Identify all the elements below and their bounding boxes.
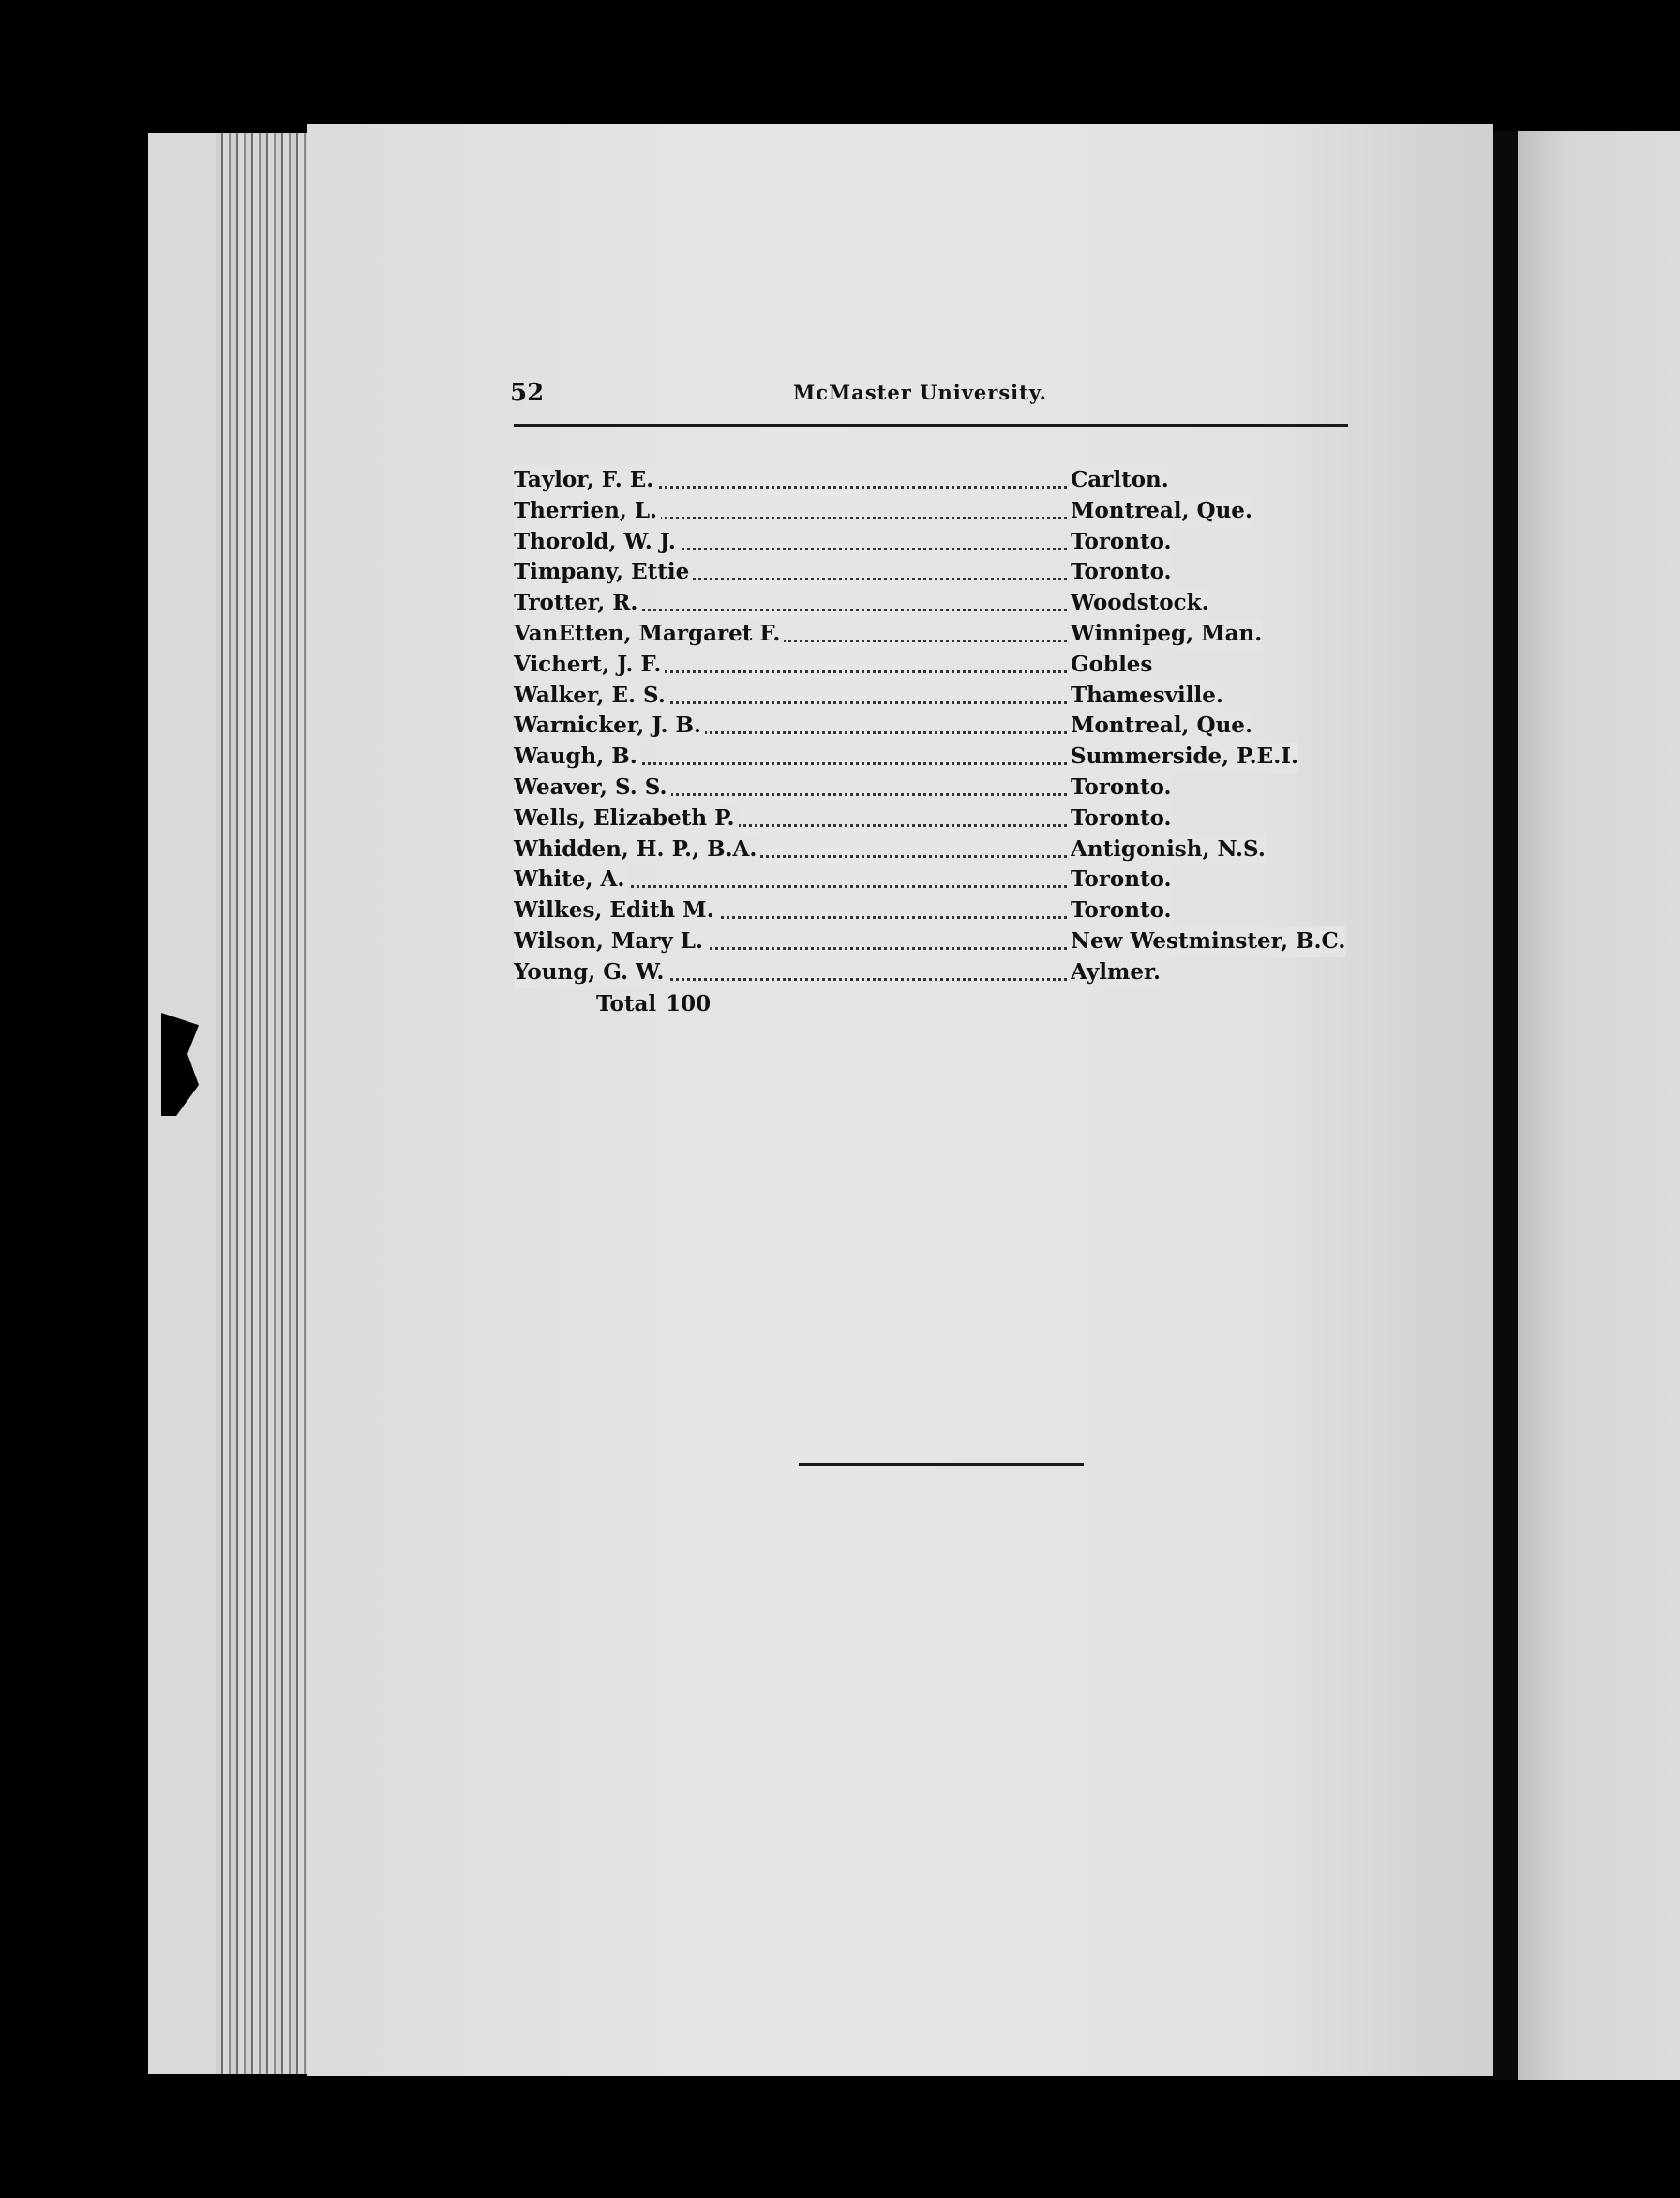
student-name: VanEtten, Margaret F. bbox=[514, 619, 784, 650]
student-name: Young, G. W. bbox=[514, 957, 668, 988]
student-name: Taylor, F. E. bbox=[514, 465, 657, 496]
page-header bbox=[506, 379, 1350, 416]
roster-row bbox=[514, 527, 1358, 558]
student-place: Woodstock. bbox=[1067, 588, 1209, 619]
student-place: Toronto. bbox=[1067, 527, 1172, 558]
roster-row bbox=[514, 496, 1358, 527]
student-place: Toronto. bbox=[1067, 557, 1172, 588]
roster-row bbox=[514, 465, 1358, 496]
roster-row bbox=[514, 557, 1358, 588]
student-name: Whidden, H. P., B.A. bbox=[514, 835, 760, 866]
student-name: Therrien, L. bbox=[514, 496, 661, 527]
student-name: Vichert, J. F. bbox=[514, 650, 665, 681]
total-line bbox=[514, 988, 1358, 1020]
student-place: Winnipeg, Man. bbox=[1067, 619, 1262, 650]
roster-row bbox=[514, 926, 1358, 957]
roster-row bbox=[514, 773, 1358, 804]
total-value: 100 bbox=[666, 990, 712, 1016]
student-name: Timpany, Ettie bbox=[514, 557, 693, 588]
student-name: Wilkes, Edith M. bbox=[514, 896, 718, 926]
roster-row bbox=[514, 742, 1358, 773]
student-place: Toronto. bbox=[1067, 773, 1172, 804]
roster-row bbox=[514, 588, 1358, 619]
student-place: Montreal, Que. bbox=[1067, 711, 1252, 742]
roster-row bbox=[514, 835, 1358, 866]
student-name: Wilson, Mary L. bbox=[514, 926, 707, 957]
student-place: Toronto. bbox=[1067, 896, 1172, 926]
student-name: Weaver, S. S. bbox=[514, 773, 671, 804]
end-rule bbox=[799, 1463, 1084, 1466]
student-place: Summerside, P.E.I. bbox=[1067, 742, 1298, 773]
student-place: Toronto. bbox=[1067, 865, 1172, 896]
facing-page-edge bbox=[1518, 131, 1680, 2080]
student-place: Thamesville. bbox=[1067, 681, 1223, 712]
page-number: 52 bbox=[510, 379, 545, 407]
roster-row bbox=[514, 957, 1358, 988]
roster-row bbox=[514, 681, 1358, 712]
student-name: Trotter, R. bbox=[514, 588, 641, 619]
student-name: White, A. bbox=[514, 865, 628, 896]
student-place: New Westminster, B.C. bbox=[1067, 926, 1345, 957]
running-head: McMaster University. bbox=[793, 381, 1047, 404]
student-name: Waugh, B. bbox=[514, 742, 641, 773]
student-place: Aylmer. bbox=[1067, 957, 1161, 988]
book-page bbox=[308, 124, 1493, 2076]
roster-row bbox=[514, 896, 1358, 926]
student-name: Thorold, W. J. bbox=[514, 527, 680, 558]
roster-row bbox=[514, 619, 1358, 650]
roster-row bbox=[514, 804, 1358, 835]
book-spine bbox=[1493, 131, 1518, 2080]
student-name: Wells, Elizabeth P. bbox=[514, 804, 739, 835]
roster-row bbox=[514, 650, 1358, 681]
student-name: Walker, E. S. bbox=[514, 681, 669, 712]
student-roster bbox=[514, 465, 1358, 1020]
student-place: Antigonish, N.S. bbox=[1067, 835, 1266, 866]
total-label: Total bbox=[596, 990, 657, 1016]
roster-row bbox=[514, 865, 1358, 896]
roster-row bbox=[514, 711, 1358, 742]
student-place: Montreal, Que. bbox=[1067, 496, 1252, 527]
student-name: Warnicker, J. B. bbox=[514, 711, 705, 742]
student-place: Carlton. bbox=[1067, 465, 1169, 496]
student-place: Toronto. bbox=[1067, 804, 1172, 835]
student-place: Gobles bbox=[1067, 650, 1152, 681]
header-rule bbox=[514, 424, 1348, 427]
